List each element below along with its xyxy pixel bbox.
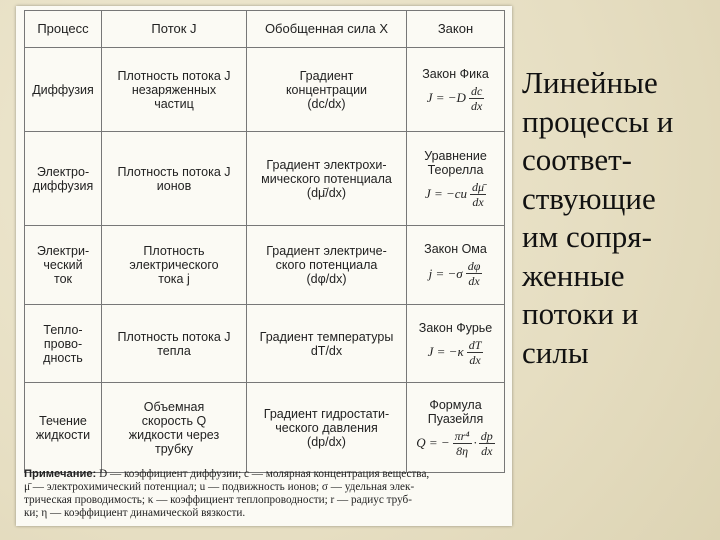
formula-lhs: J = −D [426, 90, 466, 105]
force-text: Градиент электрохи- мического потенциала (dμ̄/dx) [261, 157, 392, 200]
table-row [25, 132, 505, 226]
process-cell [25, 132, 102, 226]
flow-cell [102, 48, 247, 132]
process-cell [25, 48, 102, 132]
formula-dot: · [473, 435, 477, 450]
law-cell [407, 132, 505, 226]
formula-denominator: 8η [456, 443, 469, 458]
law-cell [407, 48, 505, 132]
force-cell [247, 383, 407, 473]
flow-text: Плотность потока J ионов [117, 164, 231, 193]
formula-lhs: J = −cu [424, 186, 468, 201]
process-name: Тепло- прово- дность [43, 322, 83, 365]
law-name: Формула Пуазейля [427, 397, 484, 426]
formula-fraction [467, 338, 484, 367]
note-text: D — коэффициент диффузии; c — молярная концентрация вещества, μ̄ — электрохимический потенциал; u — подвижность ионов; σ — удельная элек- трическая проводимость; κ — коэффициент теплопроводности; r — радиус труб- ки; η — коэффициент динамической вязкости. [24, 468, 430, 519]
formula-lhs: Q = − [416, 435, 450, 450]
header-law: Закон [407, 11, 505, 48]
slide-title: Линейные процессы и соответ- ствующие им сопря- женные потоки и силы [522, 65, 674, 370]
force-text: Градиент электриче- ского потенциала (dφ/dx) [266, 244, 387, 286]
formula-lhs: J = −κ [427, 344, 464, 359]
table-row [25, 48, 505, 132]
flow-text: Плотность потока J тепла [117, 329, 231, 358]
header-process: Процесс [25, 11, 102, 48]
formula-numerator: dμ̄ [472, 179, 485, 194]
force-cell [247, 48, 407, 132]
flow-text: Плотность электрического тока j [129, 244, 219, 286]
process-name: Диффузия [32, 82, 94, 97]
process-cell [25, 226, 102, 305]
header-flow: Поток J [102, 11, 247, 48]
formula-numerator: dT [468, 337, 482, 352]
law-cell [407, 383, 505, 473]
formula-numerator: πr⁴ [454, 428, 470, 443]
flow-cell [102, 132, 247, 226]
force-cell [247, 226, 407, 305]
process-name: Электри- ческий ток [36, 244, 90, 286]
law-formula [410, 429, 501, 458]
law-formula [410, 259, 501, 288]
law-name: Закон Ома [424, 242, 487, 256]
formula-fraction [469, 84, 484, 113]
law-name: Уравнение Теорелла [424, 148, 487, 177]
processes-table [24, 10, 505, 473]
formula-numerator: dφ [467, 259, 481, 273]
table-note [24, 468, 506, 520]
force-cell [247, 305, 407, 383]
flow-cell [102, 226, 247, 305]
force-cell [247, 132, 407, 226]
law-name: Закон Фика [422, 66, 489, 81]
formula-denominator: dx [469, 352, 481, 367]
flow-cell [102, 383, 247, 473]
flow-cell [102, 305, 247, 383]
formula-denominator: dx [481, 443, 493, 458]
formula-fraction [466, 259, 483, 288]
process-cell [25, 305, 102, 383]
process-name: Течение жидкости [35, 413, 91, 442]
law-cell [407, 305, 505, 383]
formula-denominator: dx [470, 98, 483, 113]
formula-fraction [453, 429, 472, 458]
flow-text: Плотность потока J незаряженных частиц [117, 68, 231, 111]
header-force: Обобщенная сила X [247, 11, 407, 48]
table-row [25, 305, 505, 383]
table-row [25, 226, 505, 305]
formula-denominator: dx [468, 274, 480, 288]
formula-numerator: dp [480, 428, 493, 443]
law-formula [410, 84, 501, 113]
flow-text: Объемная скорость Q жидкости через трубку [128, 399, 220, 456]
force-text: Градиент гидростати- ческого давления (dp/dx) [263, 406, 390, 449]
force-text: Градиент температуры dT/dx [259, 329, 394, 358]
table-row [25, 383, 505, 473]
table-panel [16, 6, 512, 526]
note-label: Примечание: [24, 468, 97, 480]
formula-fraction [479, 429, 495, 458]
formula-numerator: dc [470, 83, 483, 98]
law-name: Закон Фурье [418, 320, 493, 335]
law-cell [407, 226, 505, 305]
formula-fraction [470, 180, 486, 209]
formula-denominator: dx [472, 194, 484, 209]
formula-lhs: j = −σ [428, 265, 463, 281]
process-cell [25, 383, 102, 473]
law-formula [410, 338, 501, 367]
force-text: Градиент концентрации (dc/dx) [285, 68, 368, 111]
process-name: Электро- диффузия [32, 164, 94, 193]
law-formula [410, 180, 501, 209]
table-header-row [25, 11, 505, 48]
